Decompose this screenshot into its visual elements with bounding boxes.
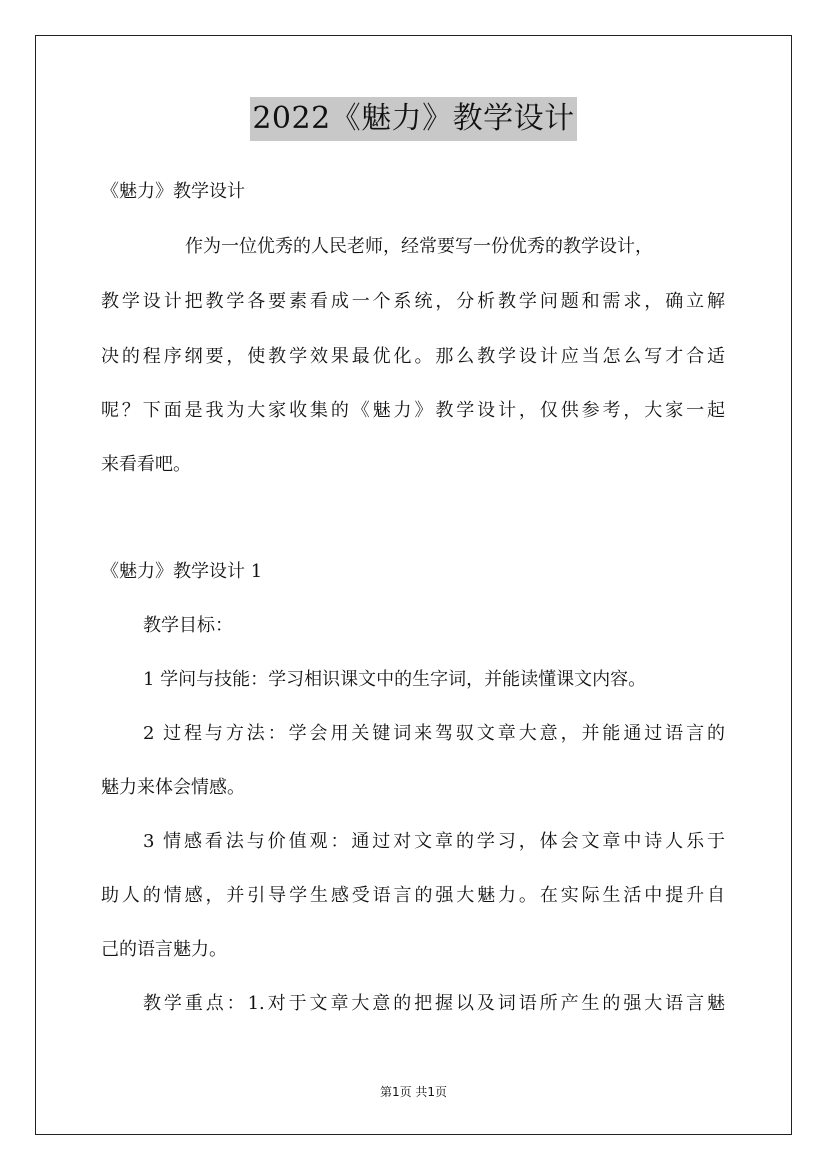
intro-line-5: 来看看吧。 [101,454,191,475]
body-line-2: 2 过程与方法：学会用关键词来驾驭文章大意，并能通过语言的 [143,723,725,744]
intro-line-4: 呢？下面是我为大家收集的《魅力》教学设计，仅供参考，大家一起 [101,400,725,421]
intro-line-3: 决的程序纲要，使教学效果最优化。那么教学设计应当怎么写才合适 [101,346,725,367]
body-line-4: 3 情感看法与价值观：通过对文章的学习，体会文章中诗人乐于 [143,831,725,852]
body-line-1: 1 学问与技能：学习相识课文中的生字词，并能读懂课文内容。 [143,669,647,690]
intro-line-1: 作为一位优秀的人民老师，经常要写一份优秀的教学设计， [185,236,653,257]
subheading: 《魅力》教学设计 [101,181,245,202]
title-container [0,97,827,141]
body-line-5: 助人的情感，并引导学生感受语言的强大魅力。在实际生活中提升自 [101,885,725,906]
section-heading: 《魅力》教学设计 1 [101,561,263,582]
document-title: 2022《魅力》教学设计 [250,97,576,141]
body-line-3: 魅力来体会情感。 [101,777,245,798]
body-line-6: 己的语言魅力。 [101,939,227,960]
body-line-7: 教学重点：1.对于文章大意的把握以及词语所产生的强大语言魅 [143,993,725,1014]
page-footer: 第1页 共1页 [379,1085,448,1099]
objectives-heading: 教学目标： [143,615,233,636]
intro-line-2: 教学设计把教学各要素看成一个系统，分析教学问题和需求，确立解 [101,291,725,312]
